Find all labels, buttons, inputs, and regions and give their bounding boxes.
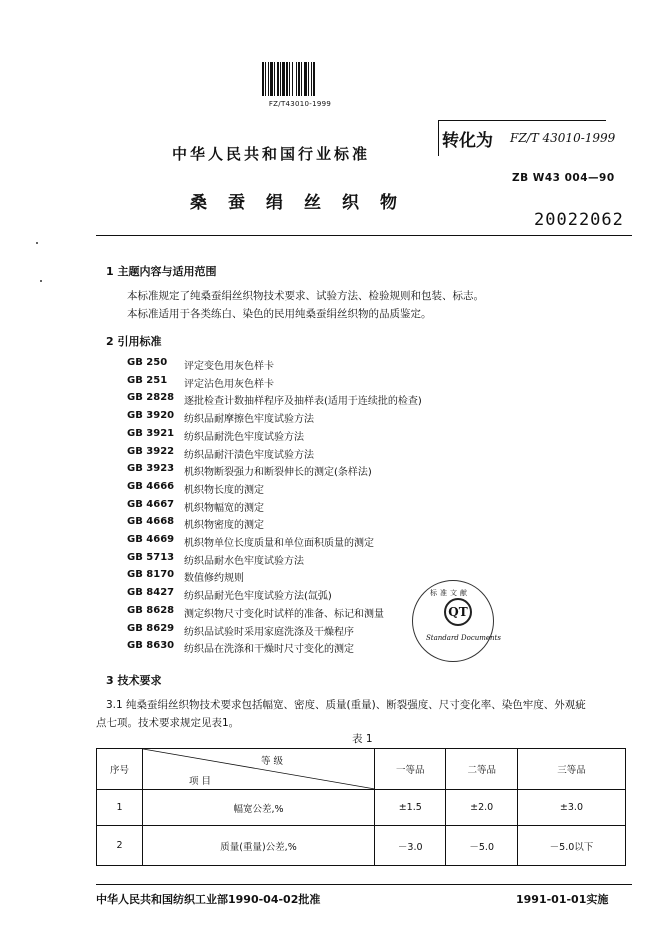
stamp-bottom-text: Standard Documents bbox=[426, 634, 501, 642]
reference-code: GB 3923 bbox=[127, 463, 175, 474]
row-item: 幅宽公差,% bbox=[143, 790, 375, 826]
document-title: 桑蚕绢丝织物 bbox=[190, 193, 418, 213]
reference-title: 机织物单位长度质量和单位面积质量的测定 bbox=[184, 538, 374, 549]
reference-title: 数值修约规则 bbox=[184, 573, 244, 584]
scan-speck bbox=[40, 280, 42, 282]
reference-title: 测定织物尺寸变化时试样的准备、标记和测量 bbox=[184, 609, 384, 620]
diagonal-line bbox=[143, 749, 375, 789]
paragraph: 本标准适用于各类练白、染色的民用纯桑蚕绢丝织物的品质鉴定。 bbox=[127, 308, 432, 320]
barcode-number: FZ/T43010-1999 bbox=[268, 100, 332, 108]
reference-code: GB 5713 bbox=[127, 552, 175, 563]
approval-text: 中华人民共和国纺织工业部1990-04-02批准 bbox=[96, 893, 321, 906]
reference-title: 纺织品耐光色牢度试验方法(氙弧) bbox=[184, 591, 332, 602]
reference-code: GB 250 bbox=[127, 357, 168, 368]
row-value: ±1.5 bbox=[375, 790, 446, 826]
reference-code: GB 251 bbox=[127, 375, 168, 386]
reference-code: GB 2828 bbox=[127, 392, 175, 403]
handwritten-code: FZ/T 43010-1999 bbox=[510, 131, 616, 145]
reference-title: 纺织品耐水色牢度试验方法 bbox=[184, 556, 304, 567]
reference-title: 纺织品耐汗渍色牢度试验方法 bbox=[184, 450, 314, 461]
table-row bbox=[97, 790, 626, 826]
scan-speck bbox=[36, 242, 38, 244]
header-seq: 序号 bbox=[97, 749, 143, 790]
header-rule bbox=[96, 235, 632, 236]
reference-code: GB 8170 bbox=[127, 569, 175, 580]
reference-code: GB 8628 bbox=[127, 605, 175, 616]
reference-code: GB 8629 bbox=[127, 623, 175, 634]
reference-title: 评定沾色用灰色样卡 bbox=[184, 379, 274, 390]
reference-code: GB 3921 bbox=[127, 428, 175, 439]
reference-title: 评定变色用灰色样卡 bbox=[184, 361, 274, 372]
stamp-top-text: 标准文献 bbox=[430, 589, 470, 597]
reference-code: GB 3922 bbox=[127, 446, 175, 457]
standard-code: ZB W43 004—90 bbox=[512, 172, 615, 184]
reference-title: 纺织品耐洗色牢度试验方法 bbox=[184, 432, 304, 443]
handwritten-note: 转化为 bbox=[442, 131, 493, 151]
reference-title: 纺织品试验时采用家庭洗涤及干燥程序 bbox=[184, 627, 354, 638]
row-value: ±2.0 bbox=[446, 790, 517, 826]
header-diagonal-cell bbox=[143, 749, 375, 790]
reference-code: GB 4667 bbox=[127, 499, 175, 510]
handwritten-number: 20022062 bbox=[534, 210, 624, 230]
reference-title: 机织物幅宽的测定 bbox=[184, 503, 264, 514]
header-grade-1: 一等品 bbox=[375, 749, 446, 790]
row-value: －5.0 bbox=[446, 826, 517, 866]
reference-title: 逐批检查计数抽样程序及抽样表(适用于连续批的检查) bbox=[184, 396, 422, 407]
reference-code: GB 8630 bbox=[127, 640, 175, 651]
header-grade: 等 级 bbox=[261, 756, 284, 767]
row-seq: 1 bbox=[97, 790, 143, 826]
paragraph: 点七项。技术要求规定见表1。 bbox=[96, 717, 240, 729]
table-header-row bbox=[97, 749, 626, 790]
row-value: ±3.0 bbox=[517, 790, 625, 826]
reference-code: GB 4666 bbox=[127, 481, 175, 492]
reference-code: GB 4668 bbox=[127, 516, 175, 527]
row-value: －5.0以下 bbox=[517, 826, 625, 866]
implementation-text: 1991-01-01实施 bbox=[516, 893, 609, 906]
table-caption: 表 1 bbox=[352, 733, 373, 745]
header-grade-3: 三等品 bbox=[517, 749, 625, 790]
header-item: 项 目 bbox=[189, 776, 212, 787]
barcode-bar bbox=[315, 62, 316, 96]
spec-table bbox=[96, 748, 626, 866]
reference-title: 机织物断裂强力和断裂伸长的测定(条样法) bbox=[184, 467, 372, 478]
reference-code: GB 8427 bbox=[127, 587, 175, 598]
reference-code: GB 4669 bbox=[127, 534, 175, 545]
section-heading: 2 引用标准 bbox=[106, 335, 162, 348]
paragraph: 3.1 纯桑蚕绢丝织物技术要求包括幅宽、密度、质量(重量)、断裂强度、尺寸变化率、染色牢度、外观疵 bbox=[106, 699, 586, 711]
barcode bbox=[262, 62, 336, 96]
section-heading: 1 主题内容与适用范围 bbox=[106, 265, 217, 278]
reference-code: GB 3920 bbox=[127, 410, 175, 421]
standard-category: 中华人民共和国行业标准 bbox=[172, 145, 371, 163]
row-seq: 2 bbox=[97, 826, 143, 866]
section-heading: 3 技术要求 bbox=[106, 674, 162, 687]
footer-rule bbox=[96, 884, 632, 885]
row-item: 质量(重量)公差,% bbox=[143, 826, 375, 866]
reference-title: 纺织品耐摩擦色牢度试验方法 bbox=[184, 414, 314, 425]
paragraph: 本标准规定了纯桑蚕绢丝织物技术要求、试验方法、检验规则和包装、标志。 bbox=[127, 290, 484, 302]
row-value: －3.0 bbox=[375, 826, 446, 866]
stamp-center: QT bbox=[444, 598, 472, 626]
table-row bbox=[97, 826, 626, 866]
header-grade-2: 二等品 bbox=[446, 749, 517, 790]
reference-title: 机织物长度的测定 bbox=[184, 485, 264, 496]
reference-title: 机织物密度的测定 bbox=[184, 520, 264, 531]
reference-title: 纺织品在洗涤和干燥时尺寸变化的测定 bbox=[184, 644, 354, 655]
